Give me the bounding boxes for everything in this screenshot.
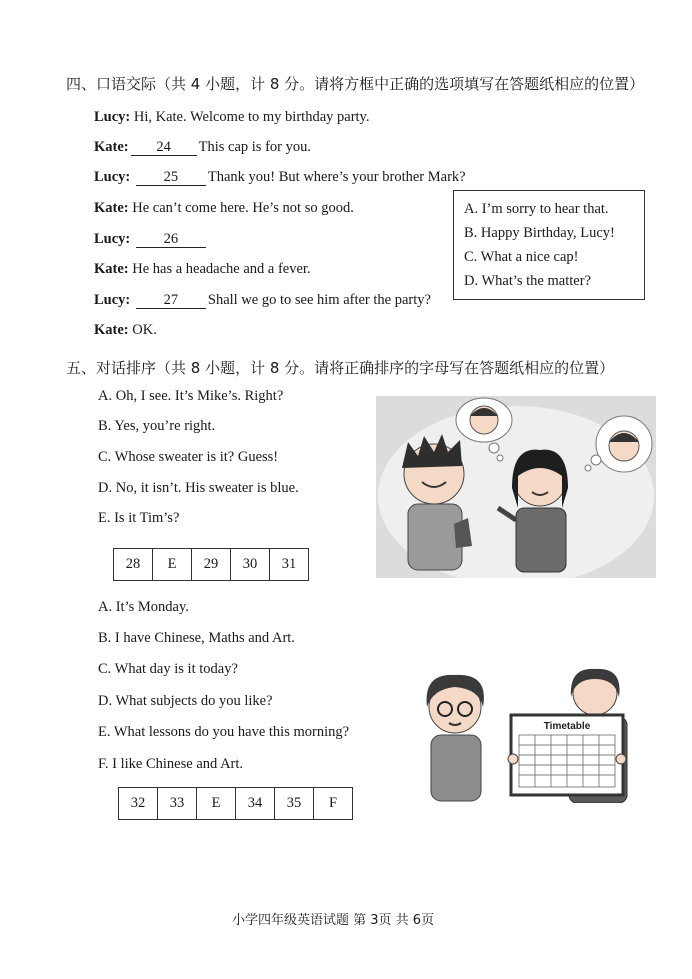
option-a: A. I’m sorry to hear that.: [464, 201, 609, 217]
order1-line-d: D. No, it isn’t. His sweater is blue.: [98, 480, 299, 496]
option-b: B. Happy Birthday, Lucy!: [464, 225, 615, 241]
dialogue-line-8: [94, 322, 157, 339]
order1-line-a: A. Oh, I see. It’s Mike’s. Right?: [98, 388, 284, 404]
timetable-label: Timetable: [543, 721, 591, 732]
speaker: Lucy:: [94, 169, 131, 185]
line-text: He has a headache and a fever.: [132, 261, 311, 277]
illustration-timetable-dialogue: [403, 663, 648, 803]
order2-line-a: A. It’s Monday.: [98, 599, 189, 615]
dialogue-line-7: [94, 292, 431, 309]
dialogue-line-4: [94, 200, 354, 217]
order-cell[interactable]: 30: [231, 549, 270, 581]
order-cell: E: [153, 549, 192, 581]
line-text: OK.: [132, 322, 157, 338]
line-text: He can’t come here. He’s not so good.: [132, 200, 354, 216]
order1-line-c: C. Whose sweater is it? Guess!: [98, 449, 279, 465]
speaker: Kate:: [94, 200, 129, 216]
answer-blank-24[interactable]: 24: [131, 140, 197, 156]
order-cell[interactable]: 29: [192, 549, 231, 581]
dialogue-line-2: [94, 139, 311, 156]
order-table-1: [113, 548, 309, 581]
line-text: Thank you! But where’s your brother Mark?: [207, 169, 466, 185]
cartoon-teacher-timetable-image: [403, 663, 648, 803]
speaker: Lucy:: [94, 292, 131, 308]
order-cell[interactable]: 31: [270, 549, 309, 581]
page-footer: 小学四年级英语试题 第 3页 共 6页: [232, 913, 435, 928]
order-table-2: [118, 787, 353, 820]
order1-line-e: E. Is it Tim’s?: [98, 510, 180, 526]
order2-line-f: F. I like Chinese and Art.: [98, 756, 244, 772]
line-text: This cap is for you.: [198, 139, 311, 155]
line-text: Hi, Kate. Welcome to my birthday party.: [133, 109, 370, 125]
order2-line-c: C. What day is it today?: [98, 661, 238, 677]
answer-blank-26[interactable]: 26: [136, 232, 206, 248]
dialogue-line-3: [94, 169, 466, 186]
dialogue-line-6: [94, 261, 311, 278]
cartoon-boy-girl-image: [376, 396, 656, 578]
order2-line-b: B. I have Chinese, Maths and Art.: [98, 630, 295, 646]
speaker: Kate:: [94, 139, 129, 155]
speaker: Kate:: [94, 261, 129, 277]
section4-heading: 四、口语交际（共 4 小题，计 8 分。请将方框中正确的选项填写在答题纸相应的位置）: [66, 75, 645, 93]
order-cell[interactable]: 35: [275, 788, 314, 820]
section5-heading: 五、对话排序（共 8 小题，计 8 分。请将正确排序的字母写在答题纸相应的位置）: [66, 359, 615, 377]
line-text: Shall we go to see him after the party?: [207, 292, 431, 308]
options-box: [453, 190, 645, 300]
order-cell[interactable]: 33: [158, 788, 197, 820]
order2-line-d: D. What subjects do you like?: [98, 693, 273, 709]
order-cell[interactable]: 34: [236, 788, 275, 820]
dialogue-line-1: [94, 109, 369, 126]
dialogue-line-5: [94, 231, 208, 248]
speaker: Kate:: [94, 322, 129, 338]
order-cell[interactable]: 28: [114, 549, 153, 581]
illustration-sweater-dialogue: [376, 396, 656, 578]
answer-blank-25[interactable]: 25: [136, 170, 206, 186]
answer-blank-27[interactable]: 27: [136, 293, 206, 309]
order-cell[interactable]: 32: [119, 788, 158, 820]
speaker: Lucy:: [94, 109, 131, 125]
order1-line-b: B. Yes, you’re right.: [98, 418, 216, 434]
order2-line-e: E. What lessons do you have this morning?: [98, 724, 350, 740]
order-cell: F: [314, 788, 353, 820]
order-cell: E: [197, 788, 236, 820]
option-c: C. What a nice cap!: [464, 249, 579, 265]
speaker: Lucy:: [94, 231, 131, 247]
option-d: D. What’s the matter?: [464, 273, 591, 289]
